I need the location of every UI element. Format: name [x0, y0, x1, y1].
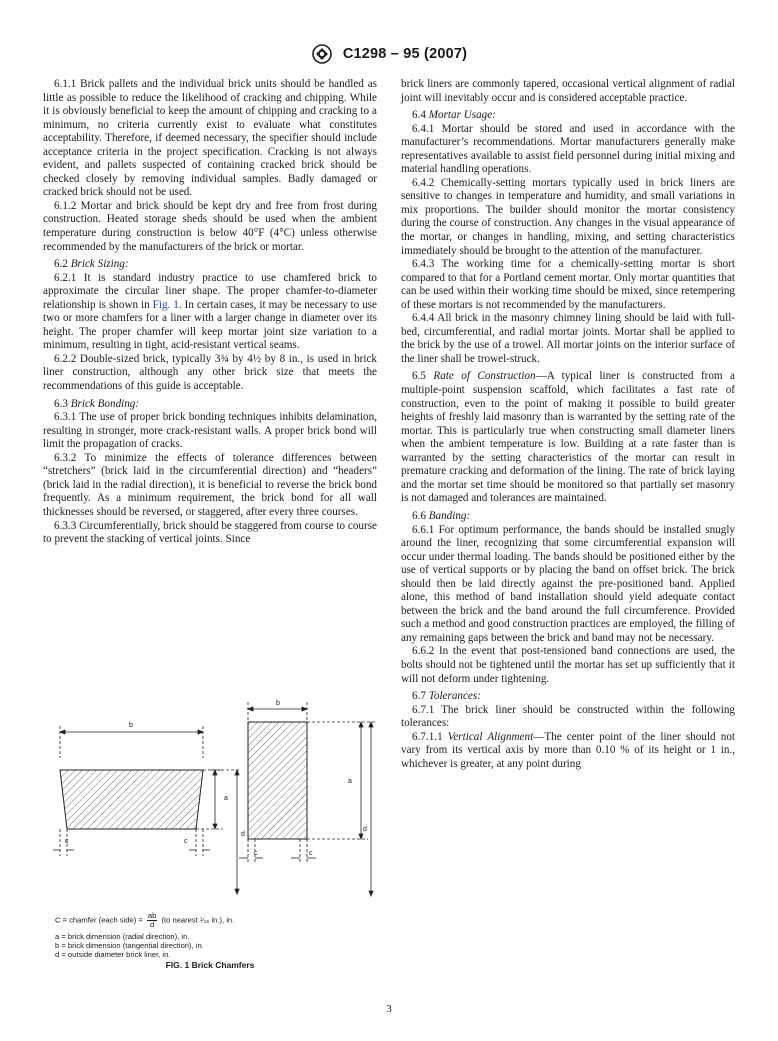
section-number: 6.4	[412, 109, 429, 122]
figure-1-link[interactable]: Fig. 1	[152, 298, 179, 311]
section-6-7-heading	[401, 690, 735, 704]
section-6-4-heading	[401, 109, 735, 123]
section-6-5	[401, 370, 735, 505]
section-title: Vertical Alignment	[447, 730, 534, 743]
section-number: 6.7.1.1	[412, 730, 448, 743]
section-number: 6.5	[412, 370, 434, 383]
continued-paragraph	[401, 78, 735, 105]
section-number: 6.2	[54, 258, 71, 271]
section-6-6-2	[401, 645, 735, 686]
section-title: Brick Sizing:	[70, 258, 129, 271]
paragraph-text: 6.6.1 For optimum performance, the bands should be installed snugly around the liner, recognizing that some circumferential expansion will occur under thermal loading. The bands should be positioned either by the use of vertical supports or by placing the band on offset brick. The brick should then be laid directly against the pre-positioned band. Applied alone, this method of band installation should yield adequate contact between the brick and the band around the full circumference. Provided such a method and good construction practices are employed, the filling of any remaining gaps between the brick and band may not be necessary.	[401, 523, 735, 644]
label-c: c	[309, 850, 313, 857]
label-c: c	[184, 838, 188, 845]
section-6-4-1	[401, 123, 735, 177]
chamfer-formula: C = chamfer (each side) = $\frac{ab}{d}$ (to nearest ¹⁄₁₆ in.), in.	[55, 911, 235, 929]
paragraph-text: 6.1.1 Brick pallets and the individual brick units should be handled as little as possible to reduce the likelihood of cracking and chipping. While it is obviously beneficial to keep the amount of chipping and cracking to a minimum, no criteria currently exist to evaluate what constitutes acceptability. Therefore, if deemed necessary, the specifier should include acceptance criteria in the project specification. Cracking is not always evident, and pallets suspected of containing cracked brick should be checked closely by removing individual samples. Badly damaged or cracked brick should not be used.	[43, 78, 377, 199]
section-6-4-4	[401, 312, 735, 366]
figure-caption: FIG. 1 Brick Chamfers	[165, 960, 255, 970]
section-6-6-1	[401, 524, 735, 646]
figure-1-brick-chamfers	[43, 696, 377, 976]
section-6-3-heading	[43, 398, 377, 412]
legend-line: d = outside diameter brick liner, in.	[55, 950, 171, 960]
paragraph-text: 6.3.3 Circumferentially, brick should be staggered from course to course to prevent the stacking of vertical joints. Since	[43, 519, 377, 546]
section-6-4-3	[401, 258, 735, 312]
label-d: d	[363, 826, 367, 833]
section-6-6-heading	[401, 510, 735, 524]
right-column	[401, 78, 735, 771]
section-6-2-2	[43, 353, 377, 394]
figure-legend	[55, 912, 375, 960]
section-6-1-1	[43, 78, 377, 200]
paragraph-text: 6.3.1 The use of proper brick bonding techniques inhibits delamination, resulting in stronger, more crack-resistant walls. A proper brick bond will limit the propagation of cracks.	[43, 411, 377, 451]
label-b: b	[276, 700, 280, 707]
paragraph-text: 6.4.1 Mortar should be stored and used in accordance with the manufacturer’s recommendations. Mortar manufacturers generally make representatives available to assist field personnel during initial mixing and material handling operations.	[401, 122, 735, 176]
section-title: Banding:	[428, 509, 471, 522]
paragraph-text: 6.4.2 Chemically-setting mortars typically used in brick liners are sensitive to changes in temperature and humidity, and small variations in mix proportions. The builder should monitor the mortar consistency during the course of construction. Any changes in the visual appearance of the mortar, or changes in handling, mixing, and setting characteristics immediately should be brought to the attention of the manufacturer.	[401, 176, 735, 257]
page-header	[0, 44, 778, 64]
section-number: 6.3	[54, 397, 71, 410]
section-title: Mortar Usage:	[428, 109, 496, 122]
paragraph-text: 6.3.2 To minimize the effects of tolerance differences between “stretchers” (brick laid in the circumferential direction) and “headers” (brick laid in the radial direction), it is beneficial to reverse the brick bond frequently. As a minimum requirement, the brick bond for all wall thicknesses should be reversed, or staggered, after every three courses.	[43, 451, 377, 518]
paragraph-text: 6.4.4 All brick in the masonry chimney lining should be laid with full-bed, circumferential, and radial mortar joints. Mortar shall be applied to the brick by the use of a trowel. All mortar joints on the interior surface of the liner shall be trowel-struck.	[401, 312, 735, 365]
paragraph-text: 6.2.2 Double-sized brick, typically 3¾ by 4½ by 8 in., is used in brick liner construction, although any other brick size that meets the recommendations of this guide is acceptable.	[43, 352, 377, 393]
section-title: Tolerances:	[428, 690, 481, 703]
label-a: a	[224, 795, 228, 802]
label-b: b	[129, 722, 133, 729]
astm-logo-icon	[311, 44, 333, 64]
paragraph-text: 6.1.2 Mortar and brick should be kept dry and free from frost during construction. Heated storage sheds should be used when the ambient temperature during construction is below 40°F (4°C) unless otherwise recommended by the manufacturers of the brick or mortar.	[43, 199, 377, 253]
label-c: c	[254, 850, 258, 857]
paragraph-text: . In certain cases, it may be necessary to use two or more chamfers for a liner with a larger change in diameter over its height. The proper chamfer will keep mortar joint size variation to a minimum, resulting in tight, acid-resistant vertical seams.	[43, 298, 377, 352]
brick-chamfer-diagram	[43, 696, 377, 911]
paragraph-text: brick liners are commonly tapered, occasional vertical alignment of radial joint will inevitably occur and is considered acceptable practice.	[401, 78, 735, 104]
label-a: a	[348, 778, 352, 785]
section-6-7-1	[401, 704, 735, 731]
section-title: Brick Bonding:	[70, 397, 140, 410]
legend-line: a = brick dimension (radial direction), in.	[55, 932, 190, 941]
section-6-7-1-1	[401, 731, 735, 772]
legend-line: b = brick dimension (tangential direction), in.	[55, 941, 204, 951]
paragraph-text: —The center point of the liner should not vary from its vertical axis by more than 0.10 % of its height or 1 in., whichever is greater, at any point during	[401, 730, 735, 770]
section-6-3-2	[43, 452, 377, 520]
section-6-4-2	[401, 177, 735, 258]
section-6-2-heading	[43, 258, 377, 272]
section-number: 6.6	[412, 509, 429, 522]
paragraph-text: —A typical liner is constructed from a multiple-point suspension scaffold, which facilitates a fast rate of construction, even to the point of making it possible to build greater heights of freshly laid masonry than is warranted by the setting rate of the mortar. This is particularly true when constructing small diameter liners when the ambient temperature is low. Building at a rate faster than is warranted by the setting characteristics of the mortar can result in premature cracking and deformation of the lining. The rate of brick laying and the mortar set time should be monitored so that partially set masonry is not damaged and tolerances are maintained.	[401, 370, 735, 505]
label-d: d	[241, 831, 245, 838]
section-6-2-1	[43, 272, 377, 353]
left-column	[43, 78, 377, 547]
paragraph-text: 6.4.3 The working time for a chemically-setting mortar is short compared to that for a Portland cement mortar. Only mortar quantities that can be used within their working time should be mixed, since retempering of these mortars is not recommended by the manufacturers.	[401, 258, 735, 311]
paragraph-text: 6.6.2 In the event that post-tensioned band connections are used, the bolts should not be tightened until the mortar has set up sufficiently that it will not deform under tightening.	[401, 645, 735, 685]
section-6-3-3	[43, 520, 377, 547]
section-number: 6.7	[412, 690, 429, 703]
section-title: Rate of Construction	[433, 370, 536, 383]
document-id: C1298 – 95 (2007)	[342, 46, 468, 62]
section-6-3-1	[43, 411, 377, 452]
paragraph-text: 6.2.1 It is standard industry practice to use chamfered brick to approximate the circular liner shape. The proper chamfer-to-diameter relationship is shown in	[43, 271, 377, 311]
page-number: 3	[386, 1003, 392, 1015]
section-6-1-2	[43, 200, 377, 254]
label-c: c	[65, 838, 69, 845]
paragraph-text: 6.7.1 The brick liner should be constructed within the following tolerances:	[401, 703, 735, 730]
